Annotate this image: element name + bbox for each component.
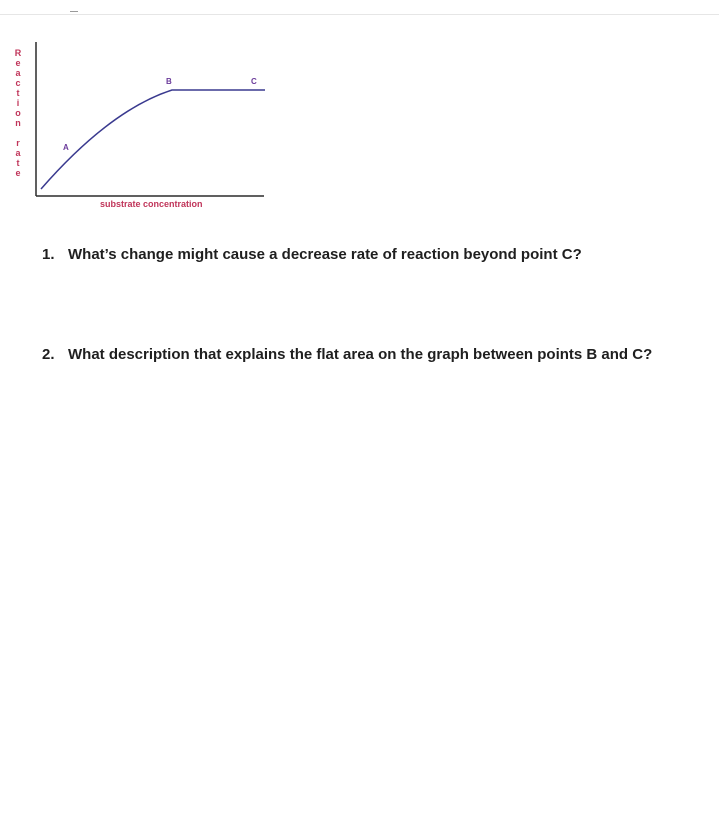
point-label-a: A	[63, 143, 69, 152]
question-number: 1.	[42, 246, 55, 263]
question-text: What description that explains the flat area on the graph between points B and C?	[68, 346, 653, 363]
question-text: What’s change might cause a decrease rate of reaction beyond point C?	[68, 246, 582, 263]
y-axis-letter: i	[16, 98, 20, 108]
rate-curve	[41, 90, 265, 189]
y-axis-letter: n	[15, 118, 21, 128]
y-axis-label	[12, 48, 24, 178]
y-axis-letter: t	[16, 88, 20, 98]
y-axis-letter: c	[15, 78, 21, 88]
point-label-c: C	[251, 77, 257, 86]
question-1	[42, 246, 582, 263]
x-axis-label: substrate concentration	[100, 199, 203, 209]
y-axis-letter: r	[16, 138, 20, 148]
point-label-b: B	[166, 77, 172, 86]
y-axis-letter: a	[15, 68, 21, 78]
y-axis-letter: o	[15, 108, 21, 118]
question-number: 2.	[42, 346, 55, 363]
y-axis-letter: e	[15, 168, 21, 178]
y-axis-letter: t	[16, 158, 20, 168]
reaction-rate-graph	[0, 0, 300, 220]
y-axis-letter: e	[15, 58, 21, 68]
y-axis-letter: a	[15, 148, 21, 158]
y-axis-letter: R	[14, 48, 22, 58]
question-2	[42, 346, 652, 363]
